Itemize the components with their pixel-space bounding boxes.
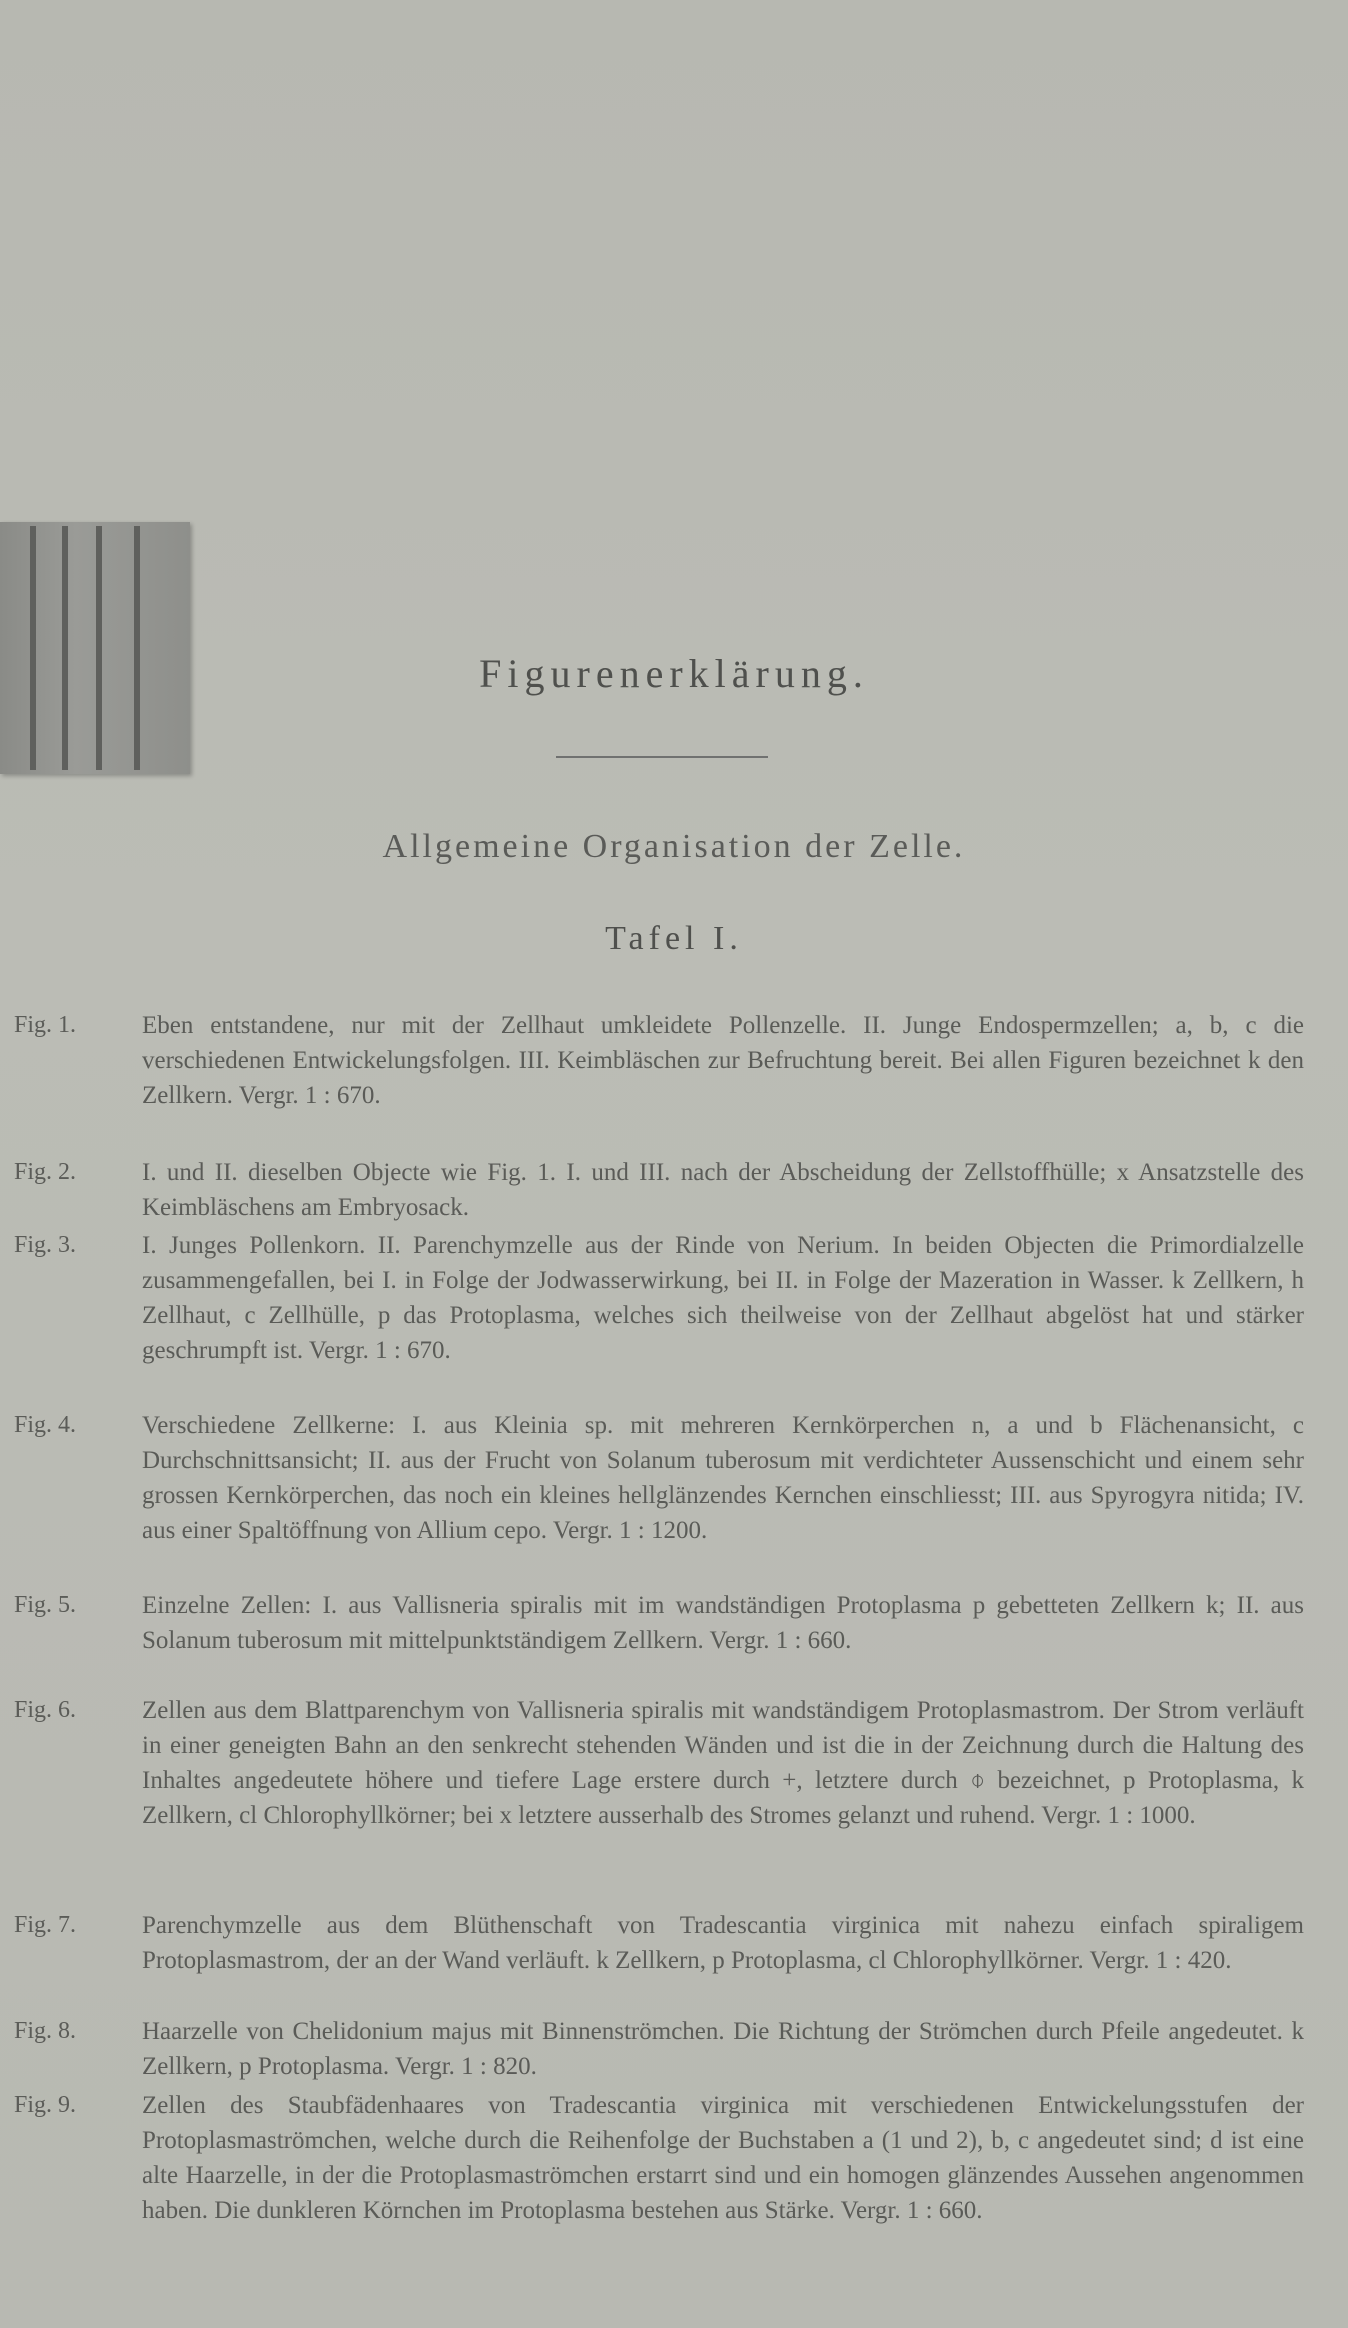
tab-stripe: [62, 526, 68, 770]
figure-caption: Zellen aus dem Blattparenchym von Vallisneria spiralis mit wandständigem Protoplasmastrom. Der Strom verläuft in einer geneigten Bahn an den senkrecht stehenden Wänden und ist die in der Zeichnung durch die Haltung des Inhaltes angedeutete höhere und tiefere Lage erstere durch +, letztere durch ⌽ bezeichnet, p Protoplasma, k Zellkern, cl Chlorophyllkörner; bei x letztere ausserhalb des Stromes gelanzt und ruhend. Vergr. 1 : 1000.: [142, 1697, 1304, 1829]
figure-label: Fig. 3.: [14, 1232, 77, 1258]
figure-label: Fig. 7.: [14, 1912, 77, 1938]
figure-label: Fig. 5.: [14, 1592, 77, 1618]
title-divider: [556, 756, 768, 758]
figure-caption: I. Junges Pollenkorn. II. Parenchymzelle aus der Rinde von Nerium. In beiden Objecten die Primordialzelle zusammengefallen, bei I. in Folge der Jodwasserwirkung, bei II. in Folge der Mazeration in Wasser. k Zellkern, h Zellhaut, c Zellhülle, p das Protoplasma, welches sich theilweise von der Zellhaut abgelöst hat und stärker geschrumpft ist. Vergr. 1 : 670.: [142, 1232, 1304, 1364]
section-subtitle: Allgemeine Organisation der Zelle.: [382, 828, 966, 865]
figure-label: Fig. 8.: [14, 2018, 77, 2044]
tab-stripe: [134, 526, 140, 770]
figure-label: Fig. 1.: [14, 1012, 77, 1038]
figure-caption: I. und II. dieselben Objecte wie Fig. 1. I. und III. nach der Abscheidung der Zellstoffhülle; x Ansatzstelle des Keimbläschens am Embryosack.: [142, 1159, 1304, 1221]
figure-label: Fig. 4.: [14, 1412, 77, 1438]
page-title: Figurenerklärung.: [479, 651, 869, 696]
figure-caption: Verschiedene Zellkerne: I. aus Kleinia sp. mit mehreren Kernkörperchen n, a und b Flächenansicht, c Durchschnittsansicht; II. aus der Frucht von Solanum tuberosum mit verdichteter Aussenschicht und einem sehr grossen Kernkörperchen, das noch ein kleines hellglänzendes Kernchen einschliesst; III. aus Spyrogyra nitida; IV. aus einer Spaltöffnung von Allium cepo. Vergr. 1 : 1200.: [142, 1412, 1304, 1544]
figure-caption: Haarzelle von Chelidonium majus mit Binnenströmchen. Die Richtung der Strömchen durch Pfeile angedeutet. k Zellkern, p Protoplasma. Vergr. 1 : 820.: [142, 2018, 1304, 2080]
figure-caption: Parenchymzelle aus dem Blüthenschaft von Tradescantia virginica mit nahezu einfach spiraligem Protoplasmastrom, der an der Wand verläuft. k Zellkern, p Protoplasma, cl Chlorophyllkörner. Vergr. 1 : 420.: [142, 1912, 1304, 1974]
figure-caption: Einzelne Zellen: I. aus Vallisneria spiralis mit im wandständigen Protoplasma p gebetteten Zellkern k; II. aus Solanum tuberosum mit mittelpunktständigem Zellkern. Vergr. 1 : 660.: [142, 1592, 1304, 1654]
figure-label: Fig. 9.: [14, 2092, 77, 2118]
plate-heading: Tafel I.: [605, 920, 743, 957]
figure-label: Fig. 6.: [14, 1697, 77, 1723]
figure-label: Fig. 2.: [14, 1159, 77, 1185]
figure-caption: Eben entstandene, nur mit der Zellhaut umkleidete Pollenzelle. II. Junge Endospermzellen; a, b, c die verschiedenen Entwickelungsfolgen. III. Keimbläschen zur Befruchtung bereit. Bei allen Figuren bezeichnet k den Zellkern. Vergr. 1 : 670.: [142, 1012, 1304, 1109]
figure-caption: Zellen des Staubfädenhaares von Tradescantia virginica mit verschiedenen Entwickelungsstufen der Protoplasmaströmchen, welche durch die Reihenfolge der Buchstaben a (1 und 2), b, c angedeutet sind; d ist eine alte Haarzelle, in der die Protoplasmaströmchen erstarrt sind und ein homogen glänzendes Aussehen angenommen haben. Die dunkleren Körnchen im Protoplasma bestehen aus Stärke. Vergr. 1 : 660.: [142, 2092, 1304, 2224]
tab-stripe: [30, 526, 36, 770]
tab-stripe: [96, 526, 102, 770]
page-marker-tab: [0, 522, 190, 774]
